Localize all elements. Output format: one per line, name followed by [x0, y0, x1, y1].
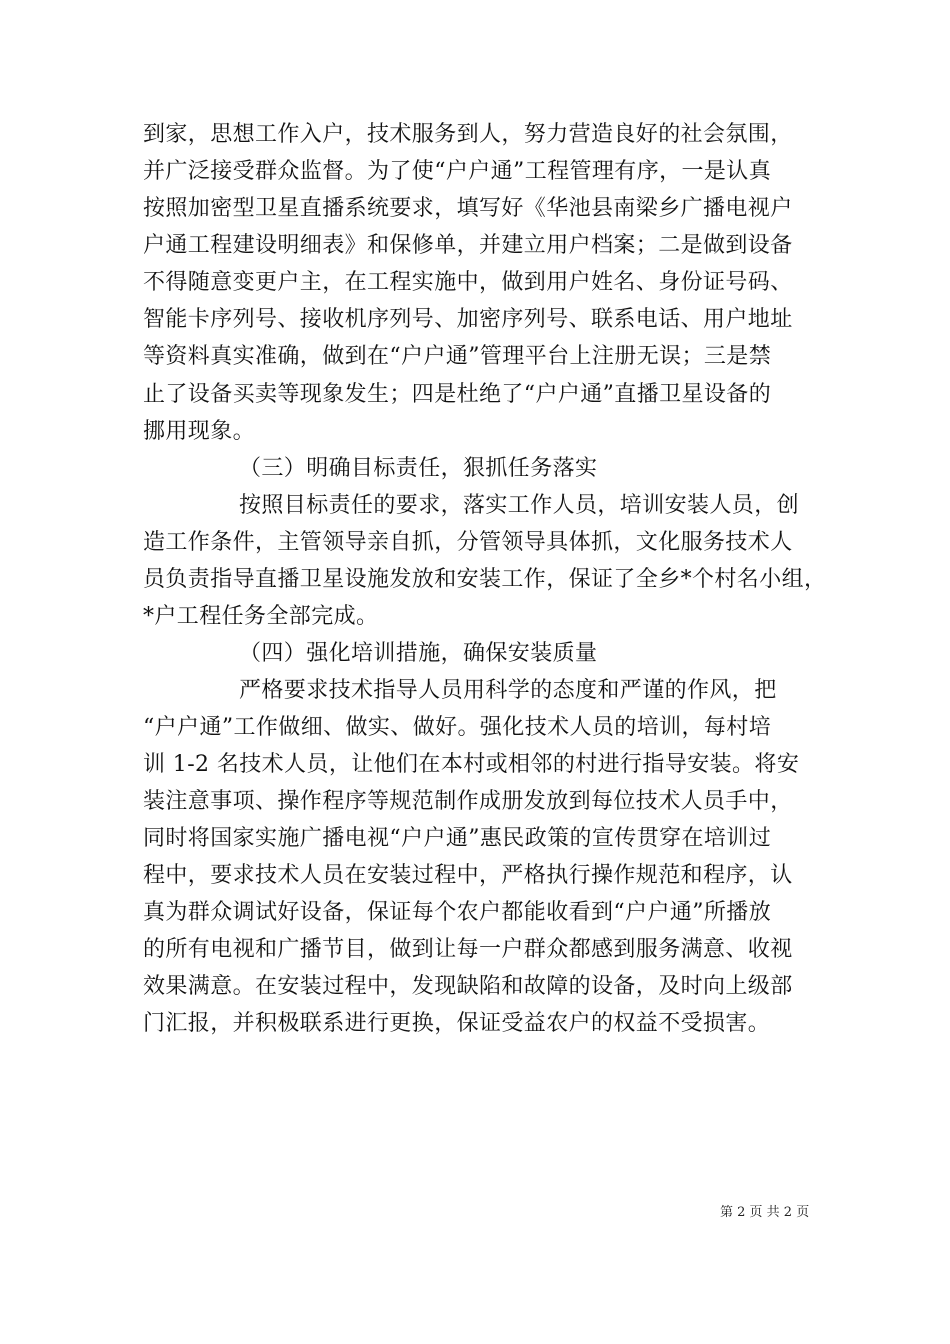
- text-line: 到家，思想工作入户，技术服务到人，努力营造良好的社会氛围，: [143, 122, 793, 147]
- text-line: 智能卡序列号、接收机序列号、加密序列号、联系电话、用户地址: [143, 307, 793, 332]
- text-line: 并广泛接受群众监督。为了使“户户通”工程管理有序，一是认真: [143, 159, 772, 184]
- text-line: 按照目标责任的要求，落实工作人员，培训安装人员，创: [239, 493, 800, 518]
- section-heading-3: （三）明确目标责任，狠抓任务落实: [239, 456, 598, 481]
- text-line: 造工作条件，主管领导亲自抓，分管领导具体抓，文化服务技术人: [143, 530, 793, 555]
- text-line: 同时将国家实施广播电视“户户通”惠民政策的宣传贯穿在培训过: [143, 826, 772, 851]
- text-line: *户工程任务全部完成。: [143, 604, 379, 629]
- text-line: 严格要求技术指导人员用科学的态度和严谨的作风，把: [239, 678, 777, 703]
- text-line: 程中，要求技术人员在安装过程中，严格执行操作规范和程序，认: [143, 863, 793, 888]
- text-line: 员负责指导直播卫星设施发放和安装工作，保证了全乡*个村名小组，: [143, 567, 827, 592]
- text-line: 装注意事项、操作程序等规范制作成册发放到每位技术人员手中，: [143, 789, 793, 814]
- page-number-footer: 第 2 页 共 2 页: [720, 1205, 810, 1220]
- text-line: 的所有电视和广播节目，做到让每一户群众都感到服务满意、收视: [143, 937, 793, 962]
- text-line: 真为群众调试好设备，保证每个农户都能收看到“户户通”所播放: [143, 900, 772, 925]
- text-line: 止了设备买卖等现象发生；四是杜绝了“户户通”直播卫星设备的: [143, 382, 772, 407]
- text-line: 效果满意。在安装过程中，发现缺陷和故障的设备，及时向上级部: [143, 974, 793, 999]
- text-line: 挪用现象。: [143, 419, 256, 444]
- text-line: 训 1-2 名技术人员，让他们在本村或相邻的村进行指导安装。将安: [143, 752, 800, 777]
- text-line: 门汇报，并积极联系进行更换，保证受益农户的权益不受损害。: [143, 1011, 771, 1036]
- text-line: 户通工程建设明细表》和保修单，并建立用户档案；二是做到设备: [143, 233, 793, 258]
- section-heading-4: （四）强化培训措施，确保安装质量: [239, 641, 598, 666]
- text-line: 等资料真实准确，做到在“户户通”管理平台上注册无误；三是禁: [143, 344, 772, 369]
- text-line: 按照加密型卫星直播系统要求，填写好《华池县南梁乡广播电视户: [143, 196, 793, 221]
- text-line: 不得随意变更户主，在工程实施中，做到用户姓名、身份证号码、: [143, 270, 793, 295]
- text-line: “户户通”工作做细、做实、做好。强化技术人员的培训，每村培: [143, 715, 772, 740]
